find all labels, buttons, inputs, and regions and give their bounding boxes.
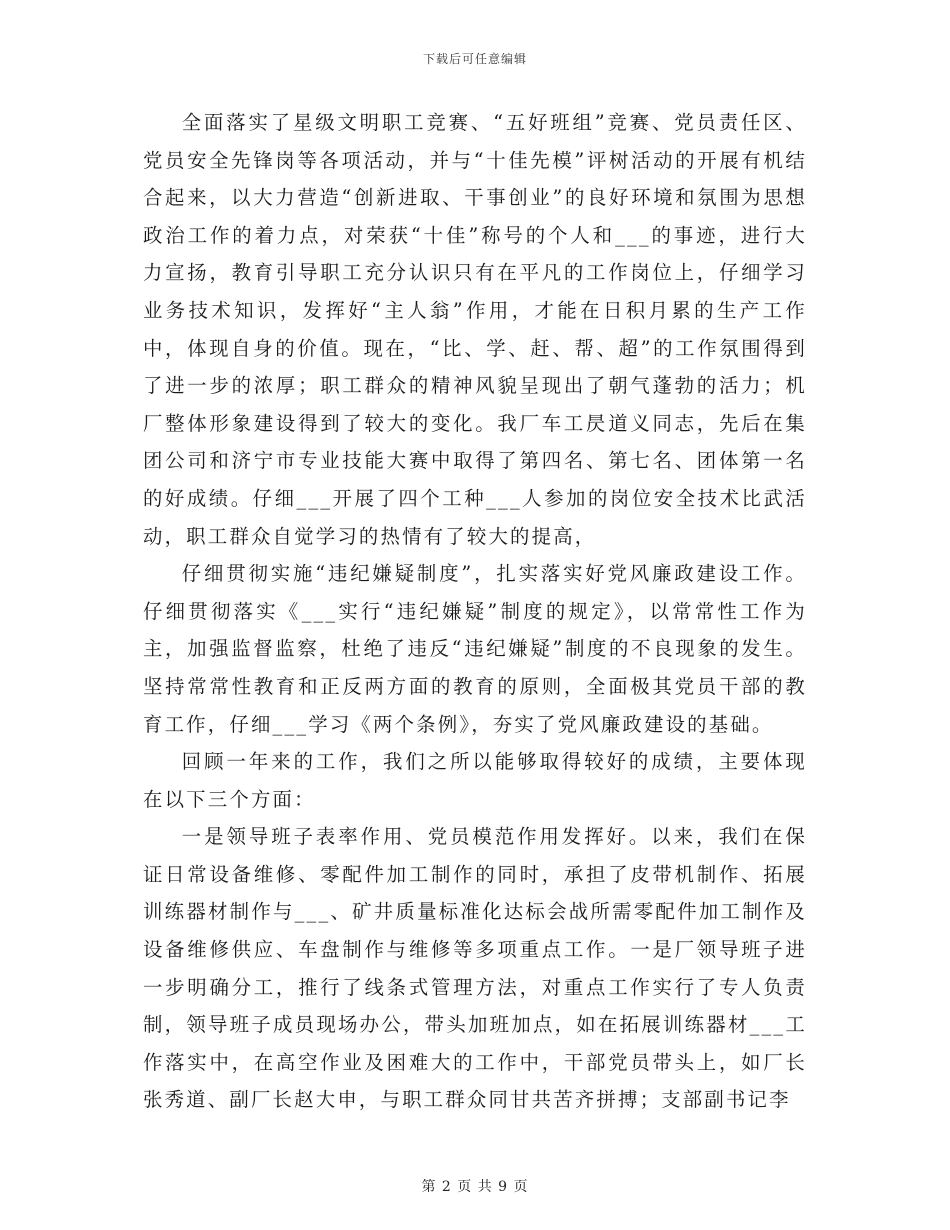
paragraph-3: 回顾一年来的工作，我们之所以能够取得较好的成绩，主要体现在以下三个方面： — [143, 750, 807, 811]
page-header: 下载后可任意编辑 — [422, 52, 527, 66]
paragraph-1: 全面落实了星级文明职工竞赛、“五好班组”竞赛、党员责任区、党员安全先锋岗等各项活动，并与“十佳先模”评树活动的开展有机结合起来，以大力营造“创新进取、干事创业”的良好环境和氛围为思想政治工作的着力点，对荣获“十佳”称号的个人和___的事迹，进行大力宣扬，教育引导职工充分认识只有在平凡的工作岗位上，仔细学习业务技术知识，发挥好“主人翁”作用，才能在日积月累的生产工作中，体现自身的价值。现在，“比、学、赶、帮、超”的工作氛围得到了进一步的浓厚；职工群众的精神风貌呈现出了朝气蓬勃的活力；机厂整体形象建设得到了较大的变化。我厂车工昃道义同志，先后在集团公司和济宁市专业技能大赛中取得了第四名、第七名、团体第一名的好成绩。仔细___开展了四个工种___人参加的岗位安全技术比武活动，职工群众自觉学习的热情有了较大的提高， — [143, 111, 807, 548]
document-body — [143, 104, 807, 1119]
paragraph-4: 一是领导班子表率作用、党员模范作用发挥好。以来，我们在保证日常设备维修、零配件加工制作的同时，承担了皮带机制作、拓展训练器材制作与___、矿井质量标准化达标会战所需零配件加工制作及设备维修供应、车盘制作与维修等多项重点工作。一是厂领导班子进一步明确分工，推行了线条式管理方法，对重点工作实行了专人负责制，领导班子成员现场办公，带头加班加点，如在拓展训练器材___工作落实中，在高空作业及困难大的工作中，干部党员带头上，如厂长张秀道、副厂长赵大申，与职工群众同甘共苦齐拼搏；支部副书记李 — [143, 825, 807, 1112]
page-footer: 第 2 页 共 9 页 — [421, 1179, 529, 1195]
paragraph-2: 仔细贯彻实施“违纪嫌疑制度”，扎实落实好党风廉政建设工作。仔细贯彻落实《___实行“违纪嫌疑”制度的规定》，以常常性工作为主，加强监督监察，杜绝了违反“违纪嫌疑”制度的不良现象的发生。坚持常常性教育和正反两方面的教育的原则，全面极其党员干部的教育工作，仔细___学习《两个条例》，夯实了党风廉政建设的基础。 — [143, 562, 807, 736]
